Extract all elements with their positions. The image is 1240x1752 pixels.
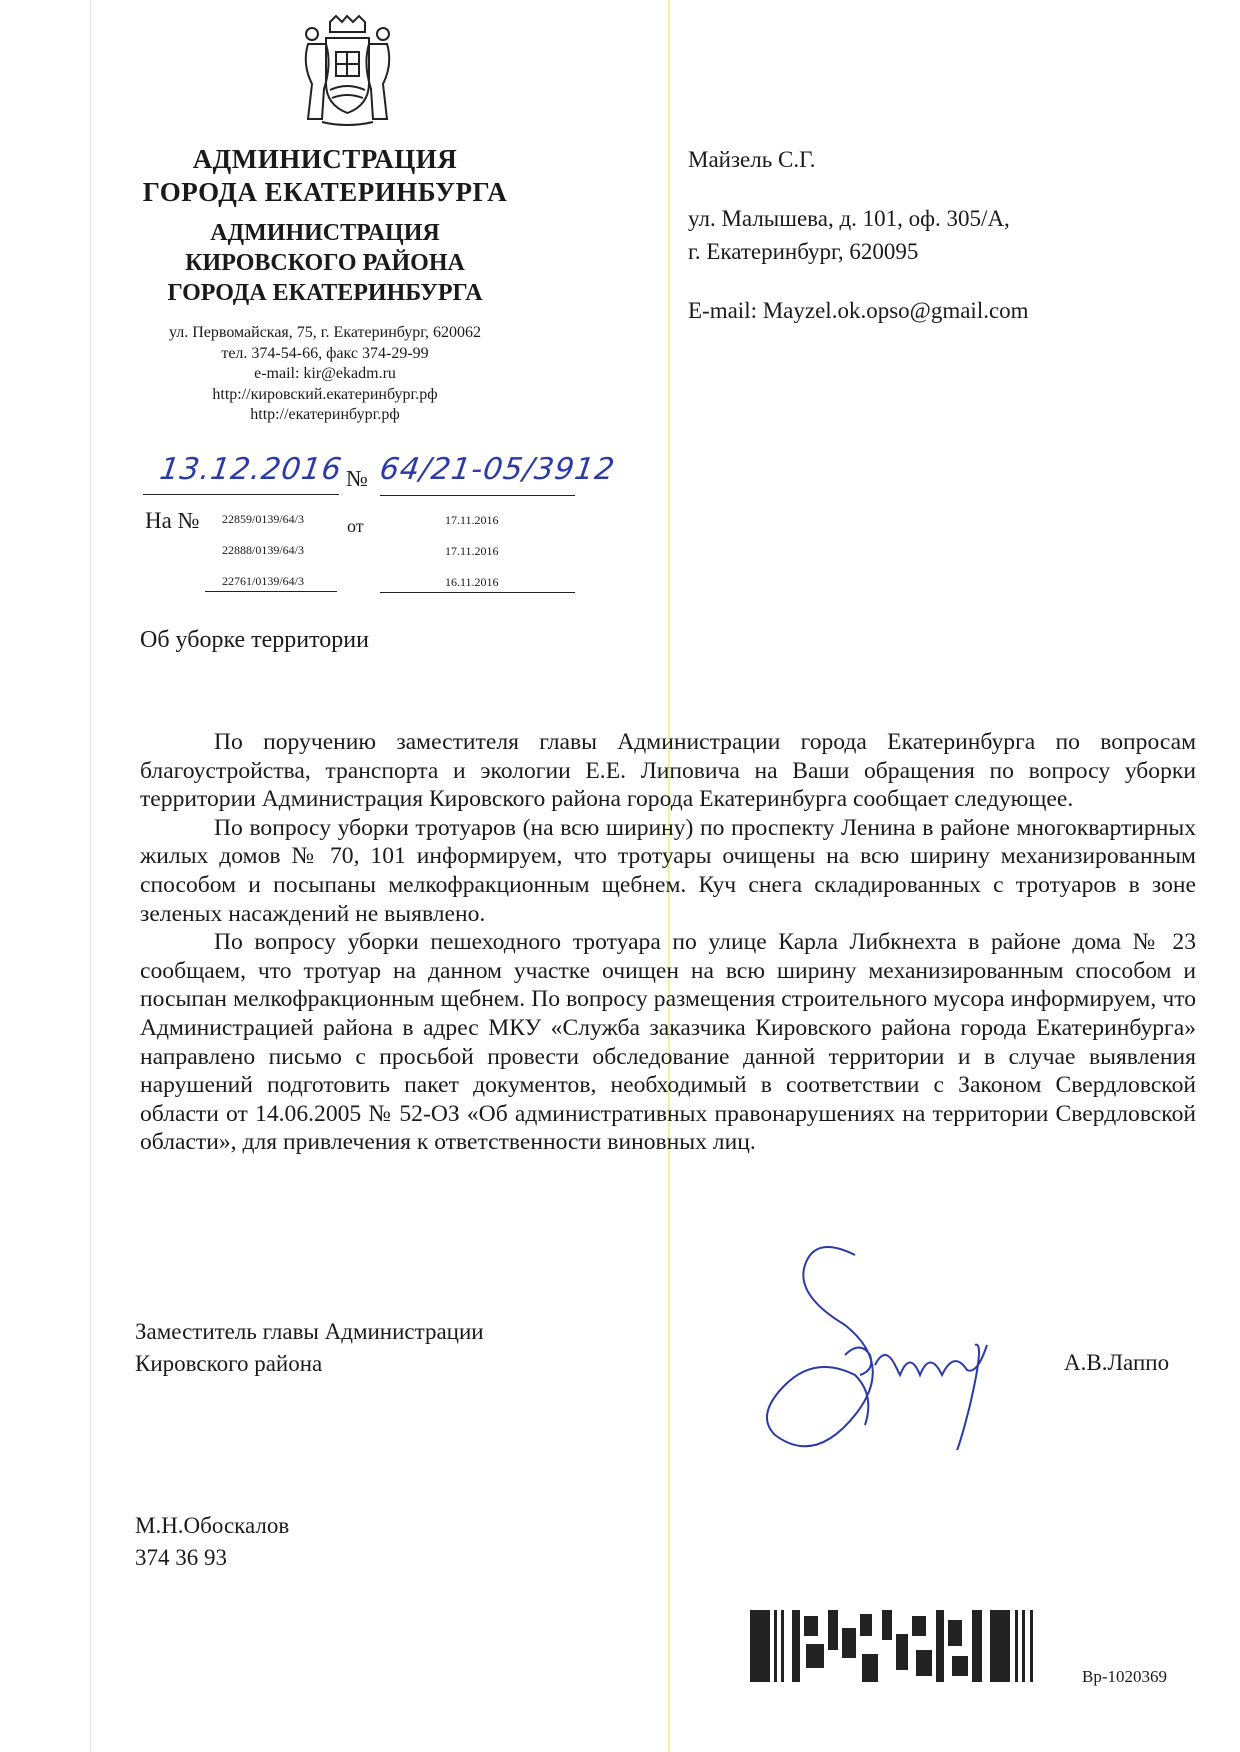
body-paragraph: По вопросу уборки тротуаров (на всю ширину) по проспекту Ленина в районе многоквартирных жилых домов № 70, 101 информируем, что тротуары очищены на всю ширину механизированным способом и посыпаны мелкофракционным щебнем. Куч снега складированных с тротуаров в зоне зеленых насаждений не выявлено. bbox=[140, 814, 1196, 927]
reference-underline bbox=[380, 592, 575, 593]
letter-subject: Об уборке территории bbox=[140, 627, 369, 653]
org-name-line: ГОРОДА ЕКАТЕРИНБУРГА bbox=[142, 177, 508, 207]
reference-date: 17.11.2016 bbox=[445, 544, 499, 558]
org-phone: тел. 374-54-66, факс 374-29-99 bbox=[221, 344, 429, 362]
number-underline bbox=[380, 495, 575, 496]
signatory-title-line: Кировского района bbox=[135, 1351, 323, 1376]
org-website: http://кировский.екатеринбург.рф bbox=[212, 385, 438, 403]
dept-name-line: АДМИНИСТРАЦИЯ bbox=[210, 220, 440, 246]
reference-date: 17.11.2016 bbox=[445, 513, 499, 527]
outgoing-date: 13.12.2016 bbox=[157, 452, 345, 487]
executor-block bbox=[135, 1510, 289, 1574]
body-paragraph: По вопросу уборки пешеходного тротуара по улице Карла Либкнехта в районе дома № 23 сообщаем, что тротуар на данном участке очищен на всю ширину механизированным способом и посыпан мелкофракционным щебнем. По вопросу размещения строительного мусора информируем, что Администрацией района в адрес МКУ «Служба заказчика Кировского района города Екатеринбурга» направлено письмо с просьбой провести обследование данной территории и в случае выявления нарушений подготовить пакет документов, необходимый в соответствии с Законом Свердловской области от 14.06.2005 № 52-ОЗ «Об административных правонарушениях на территории Свердловской области», для привлечения к ответственности виновных лиц. bbox=[140, 929, 1196, 1156]
recipient-address: ул. Малышева, д. 101, оф. 305/А, bbox=[688, 206, 1010, 231]
recipient-email: E-mail: Mayzel.ok.opso@gmail.com bbox=[688, 298, 1029, 323]
signatory-name: А.В.Лаппо bbox=[1064, 1350, 1170, 1375]
coat-of-arms-emblem bbox=[300, 14, 395, 126]
org-name bbox=[120, 143, 530, 209]
org-website: http://екатеринбург.рф bbox=[250, 406, 400, 423]
registry-code: Вр-1020369 bbox=[1082, 1667, 1167, 1686]
outgoing-number: 64/21-05/3912 bbox=[377, 452, 618, 487]
recipient-name: Майзель С.Г. bbox=[688, 147, 816, 172]
date-underline bbox=[143, 494, 339, 495]
dept-name bbox=[120, 218, 530, 308]
from-label: от bbox=[347, 516, 364, 536]
number-label: № bbox=[346, 466, 368, 491]
document-barcode bbox=[750, 1610, 1075, 1682]
handwritten-signature bbox=[760, 1235, 1080, 1450]
reference-label: На № bbox=[145, 508, 200, 533]
executor-name: М.Н.Обоскалов bbox=[135, 1513, 290, 1538]
org-contacts bbox=[140, 323, 510, 426]
letter-body bbox=[140, 728, 1196, 1157]
dept-name-line: КИРОВСКОГО РАЙОНА bbox=[185, 250, 465, 276]
reference-number: 22859/0139/64/3 bbox=[222, 512, 305, 526]
reference-date: 16.11.2016 bbox=[445, 575, 499, 589]
org-address: ул. Первомайская, 75, г. Екатеринбург, 620062 bbox=[168, 324, 482, 341]
signatory-title-line: Заместитель главы Администрации bbox=[135, 1319, 484, 1344]
dept-name-line: ГОРОДА ЕКАТЕРИНБУРГА bbox=[167, 280, 483, 306]
reference-number: 22888/0139/64/3 bbox=[222, 543, 305, 557]
signatory-title bbox=[135, 1316, 484, 1380]
body-paragraph: По поручению заместителя главы Администрации города Екатеринбурга по вопросам благоустройства, транспорта и экологии Е.Е. Липовича на Ваши обращения по вопросу уборки территории Администрация Кировского района города Екатеринбурга сообщает следующее. bbox=[140, 729, 1196, 813]
reference-underline bbox=[205, 591, 337, 592]
recipient-block bbox=[688, 143, 1029, 327]
scan-edge-line bbox=[90, 0, 91, 1752]
org-email: e-mail: kir@ekadm.ru bbox=[254, 365, 396, 382]
org-name-line: АДМИНИСТРАЦИЯ bbox=[192, 144, 458, 174]
executor-phone: 374 36 93 bbox=[135, 1545, 227, 1570]
reference-number: 22761/0139/64/3 bbox=[222, 574, 305, 588]
recipient-address: г. Екатеринбург, 620095 bbox=[688, 239, 919, 264]
